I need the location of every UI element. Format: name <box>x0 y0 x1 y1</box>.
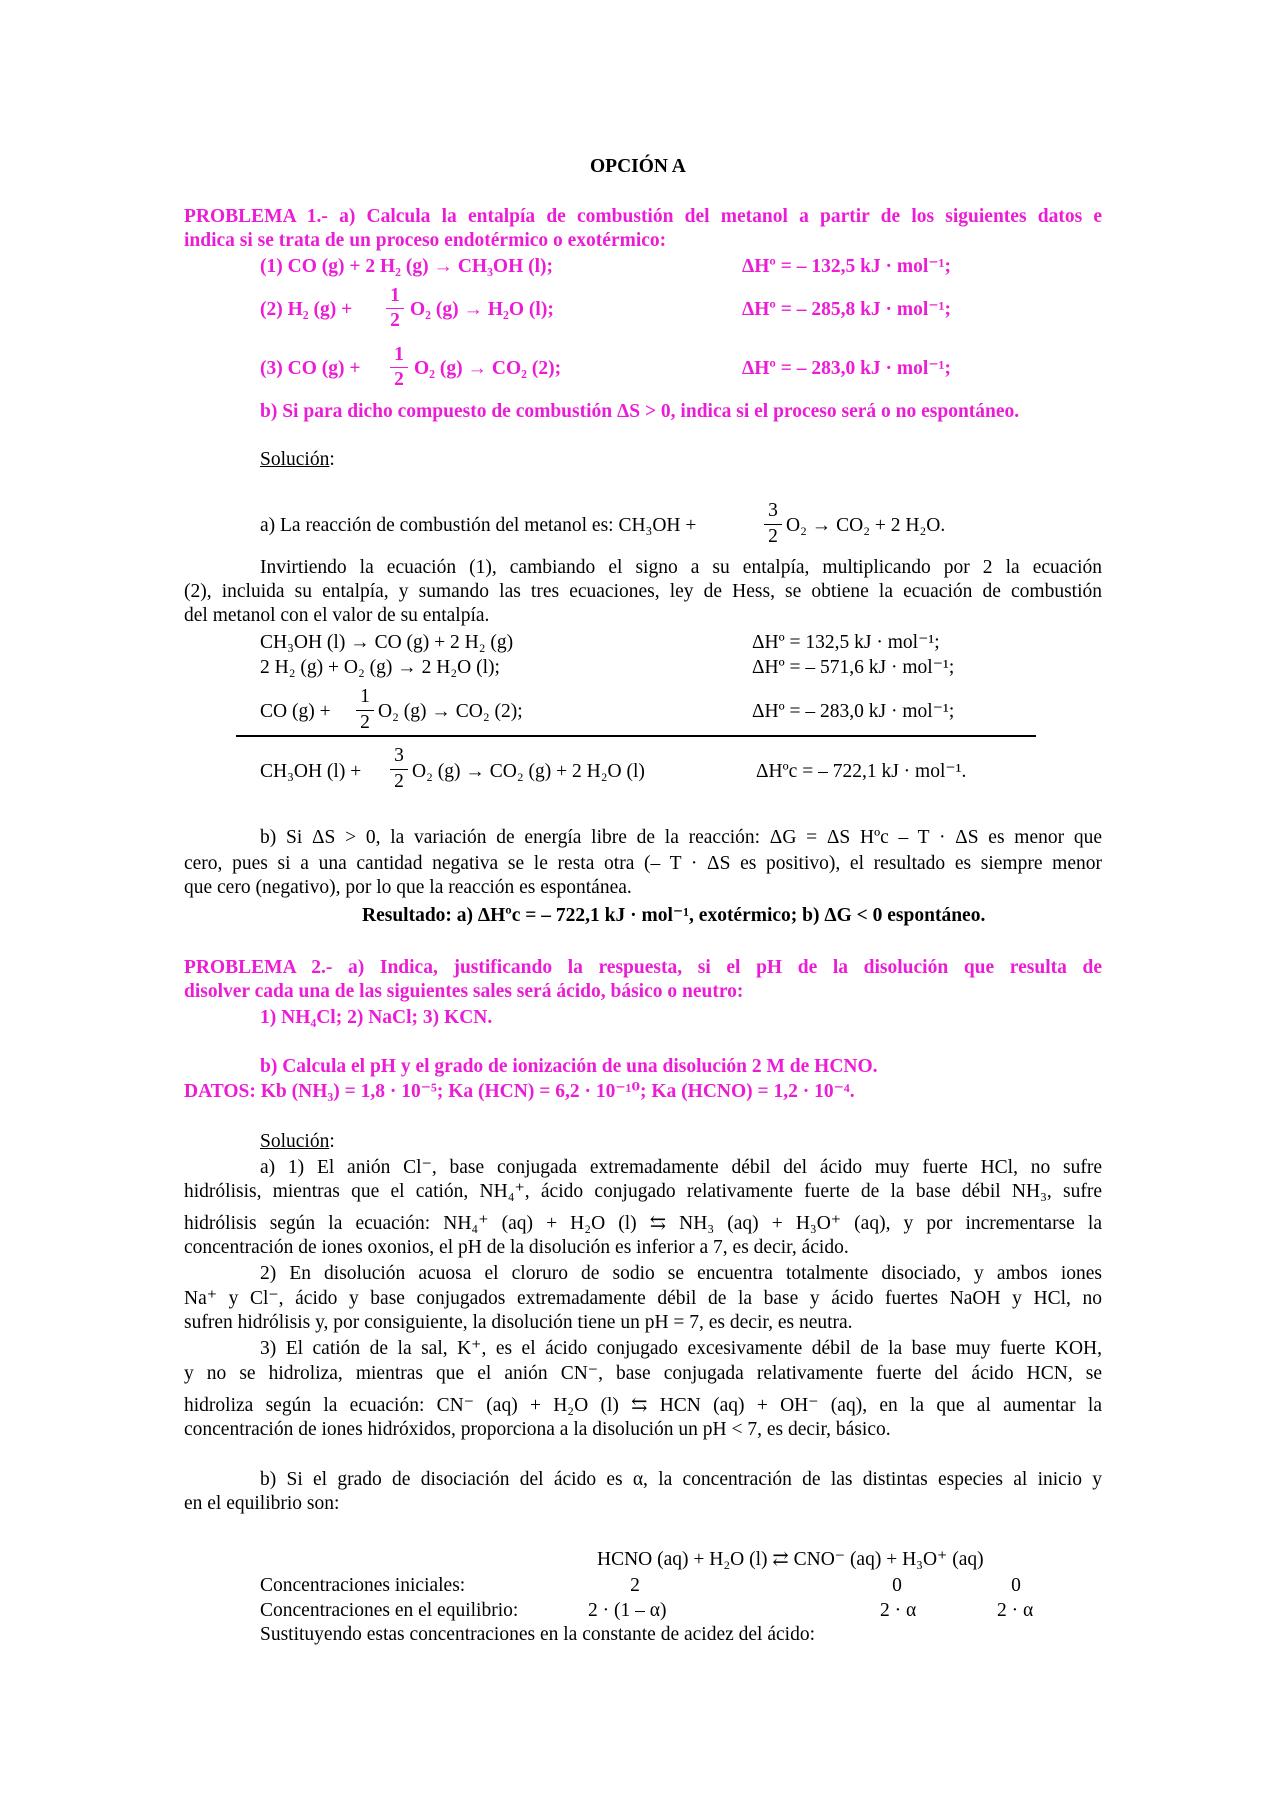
initial-h3o-value: 0 <box>1011 1575 1021 1596</box>
hess-total-enthalpy: ΔHºc = – 722,1 kJ · mol⁻¹. <box>756 761 967 782</box>
problem1-equation1: (1) CO (g) + 2 H₂ (g) → CH₃OH (l); <box>260 256 554 277</box>
solution1-a-line4: del metanol con el valor de su entalpía. <box>184 605 490 626</box>
fraction-bar <box>390 769 408 770</box>
equilibrium-hcno-value: 2 · (1 – α) <box>588 1600 667 1621</box>
solution1-a-line3: (2), incluida su entalpía, y sumando las tres ecuaciones, ley de Hess, se obtiene la ecuación de combustión <box>184 581 1102 602</box>
solution1-a-line1-left: a) La reacción de combustión del metanol es: CH₃OH + <box>260 515 697 536</box>
problem2-data: DATOS: Kb (NH₃) = 1,8 · 10⁻⁵; Ka (HCN) = 6,2 · 10⁻¹⁰; Ka (HCNO) = 1,2 · 10⁻⁴. <box>184 1081 855 1102</box>
hess-total-left: CH₃OH (l) + <box>260 761 362 782</box>
equilibrium-reaction: HCNO (aq) + H₂O (l) ⇄ CNO⁻ (aq) + H₃O⁺ (aq) <box>597 1549 984 1570</box>
solution2-a1-line3: hidrólisis según la ecuación: NH₄⁺ (aq) + H₂O (l) ⇆ NH₃ (aq) + H₃O⁺ (aq), y por incrementarse la <box>184 1213 1102 1234</box>
solution1-b-line3: que cero (negativo), por lo que la reacción es espontánea. <box>184 877 632 898</box>
solution2-b-line1: b) Si el grado de disociación del ácido es α, la concentración de las distintas especies al inicio y <box>260 1469 1102 1490</box>
hess-equation1: CH₃OH (l) → CO (g) + 2 H₂ (g) <box>260 632 514 653</box>
fraction-denominator: 2 <box>768 526 778 547</box>
problem1-part-b: b) Si para dicho compuesto de combustión ΔS > 0, indica si el proceso será o no espontáneo. <box>260 401 1020 422</box>
initial-cno-value: 0 <box>892 1575 902 1596</box>
problem1-statement-line1: PROBLEMA 1.- a) Calcula la entalpía de combustión del metanol a partir de los siguientes datos e <box>184 206 1102 227</box>
problem2-part-b: b) Calcula el pH y el grado de ionización de una disolución 2 M de HCNO. <box>260 1056 878 1077</box>
problem1-equation3-left: (3) CO (g) + <box>260 358 361 379</box>
fraction-bar <box>386 308 404 309</box>
solution2-a2-line2: Na⁺ y Cl⁻, ácido y base conjugados extremadamente débil de la base y ácido fuertes NaOH y HCl, no <box>184 1288 1102 1309</box>
fraction-numerator: 3 <box>394 745 404 766</box>
problem1-equation3-right: O₂ (g) → CO₂ (2); <box>414 358 562 379</box>
solution2-label <box>260 1130 335 1154</box>
problem1-equation1-enthalpy: ΔHº = – 132,5 kJ · mol⁻¹; <box>742 256 951 277</box>
solution1-label <box>260 448 335 472</box>
solution2-a1-line2: hidrólisis, mientras que el catión, NH₄⁺, ácido conjugado relativamente fuerte de la base débil NH₃, sufre <box>184 1181 1102 1202</box>
equilibrium-concentrations-label: Concentraciones en el equilibrio: <box>260 1600 519 1621</box>
equilibrium-h3o-value: 2 · α <box>997 1600 1034 1621</box>
solution1-label-colon: : <box>329 449 335 470</box>
fraction-denominator: 2 <box>390 310 400 331</box>
problem1-equation2-left: (2) H₂ (g) + <box>260 299 353 320</box>
solution2-label-colon: : <box>329 1131 335 1152</box>
solution2-last-line: Sustituyendo estas concentraciones en la constante de acidez del ácido: <box>260 1624 815 1645</box>
solution2-label-text: Solución <box>260 1131 330 1152</box>
hess-total-right: O₂ (g) → CO₂ (g) + 2 H₂O (l) <box>412 761 645 782</box>
solution2-a1-line1: a) 1) El anión Cl⁻, base conjugada extremadamente débil del ácido muy fuerte HCl, no sufre <box>260 1157 1102 1178</box>
solution1-result: Resultado: a) ΔHºc = – 722,1 kJ · mol⁻¹, exotérmico; b) ΔG < 0 espontáneo. <box>362 905 986 926</box>
problem1-equation2-right: O₂ (g) → H₂O (l); <box>410 299 554 320</box>
solution1-b-line2: cero, pues si a una cantidad negativa se le resta otra (– T · ΔS es positivo), el resultado es siempre menor <box>184 853 1102 874</box>
solution2-a2-line3: sufren hidrólisis y, por consiguiente, la disolución tiene un pH = 7, es decir, es neutra. <box>184 1312 853 1333</box>
initial-concentrations-label: Concentraciones iniciales: <box>260 1575 466 1596</box>
fraction-bar <box>356 710 374 711</box>
solution2-a2-line1: 2) En disolución acuosa el cloruro de sodio se encuentra totalmente disociado, y ambos iones <box>260 1263 1102 1284</box>
problem2-statement-line1: PROBLEMA 2.- a) Indica, justificando la respuesta, si el pH de la disolución que resulta de <box>184 957 1102 978</box>
problem1-equation2-enthalpy: ΔHº = – 285,8 kJ · mol⁻¹; <box>742 299 951 320</box>
hess-equation3-enthalpy: ΔHº = – 283,0 kJ · mol⁻¹; <box>752 701 955 722</box>
problem2-salts: 1) NH₄Cl; 2) NaCl; 3) KCN. <box>260 1007 493 1028</box>
problem2-statement-line2: disolver cada una de las siguientes sales será ácido, básico o neutro: <box>184 981 744 1002</box>
hess-equation3-right: O₂ (g) → CO₂ (2); <box>378 701 523 722</box>
solution2-a3-line1: 3) El catión de la sal, K⁺, es el ácido conjugado excesivamente débil de la base muy fuerte KOH, <box>260 1338 1102 1359</box>
solution1-a-line2: Invirtiendo la ecuación (1), cambiando el signo a su entalpía, multiplicando por 2 la ecuación <box>260 557 1102 578</box>
fraction-numerator: 1 <box>394 344 404 365</box>
solution1-a-line1-right: O₂ → CO₂ + 2 H₂O. <box>786 515 946 536</box>
equilibrium-cno-value: 2 · α <box>880 1600 917 1621</box>
fraction-numerator: 1 <box>360 686 370 707</box>
solution2-b-line2: en el equilibrio son: <box>184 1493 340 1514</box>
solution1-label-text: Solución <box>260 449 330 470</box>
sum-rule-line <box>236 735 1036 737</box>
solution2-a1-line4: concentración de iones oxonios, el pH de la disolución es inferior a 7, es decir, ácido. <box>184 1237 849 1258</box>
initial-hcno-value: 2 <box>630 1575 640 1596</box>
hess-equation1-enthalpy: ΔHº = 132,5 kJ · mol⁻¹; <box>752 632 940 653</box>
fraction-bar <box>390 367 408 368</box>
solution2-a3-line2: y no se hidroliza, mientras que el anión CN⁻, base conjugada relativamente fuerte del ácido HCN, se <box>184 1363 1102 1384</box>
fraction-denominator: 2 <box>360 712 370 733</box>
hess-equation3-left: CO (g) + <box>260 701 331 722</box>
hess-equation2: 2 H₂ (g) + O₂ (g) → 2 H₂O (l); <box>260 657 500 678</box>
hess-equation2-enthalpy: ΔHº = – 571,6 kJ · mol⁻¹; <box>752 657 955 678</box>
solution2-a3-line3: hidroliza según la ecuación: CN⁻ (aq) + H₂O (l) ⇆ HCN (aq) + OH⁻ (aq), en la que al aumentar la <box>184 1395 1102 1416</box>
fraction-numerator: 1 <box>390 285 400 306</box>
problem1-equation3-enthalpy: ΔHº = – 283,0 kJ · mol⁻¹; <box>742 358 951 379</box>
solution2-a3-line4: concentración de iones hidróxidos, proporciona a la disolución un pH < 7, es decir, básico. <box>184 1419 891 1440</box>
fraction-denominator: 2 <box>394 369 404 390</box>
page-heading: OPCIÓN A <box>590 156 686 177</box>
fraction-bar <box>764 524 782 525</box>
problem1-statement-line2: indica si se trata de un proceso endotérmico o exotérmico: <box>184 230 667 251</box>
solution1-b-line1: b) Si ΔS > 0, la variación de energía libre de la reacción: ΔG = ΔS Hºc – T · ΔS es menor que <box>260 827 1102 848</box>
fraction-numerator: 3 <box>768 500 778 521</box>
fraction-denominator: 2 <box>394 771 404 792</box>
